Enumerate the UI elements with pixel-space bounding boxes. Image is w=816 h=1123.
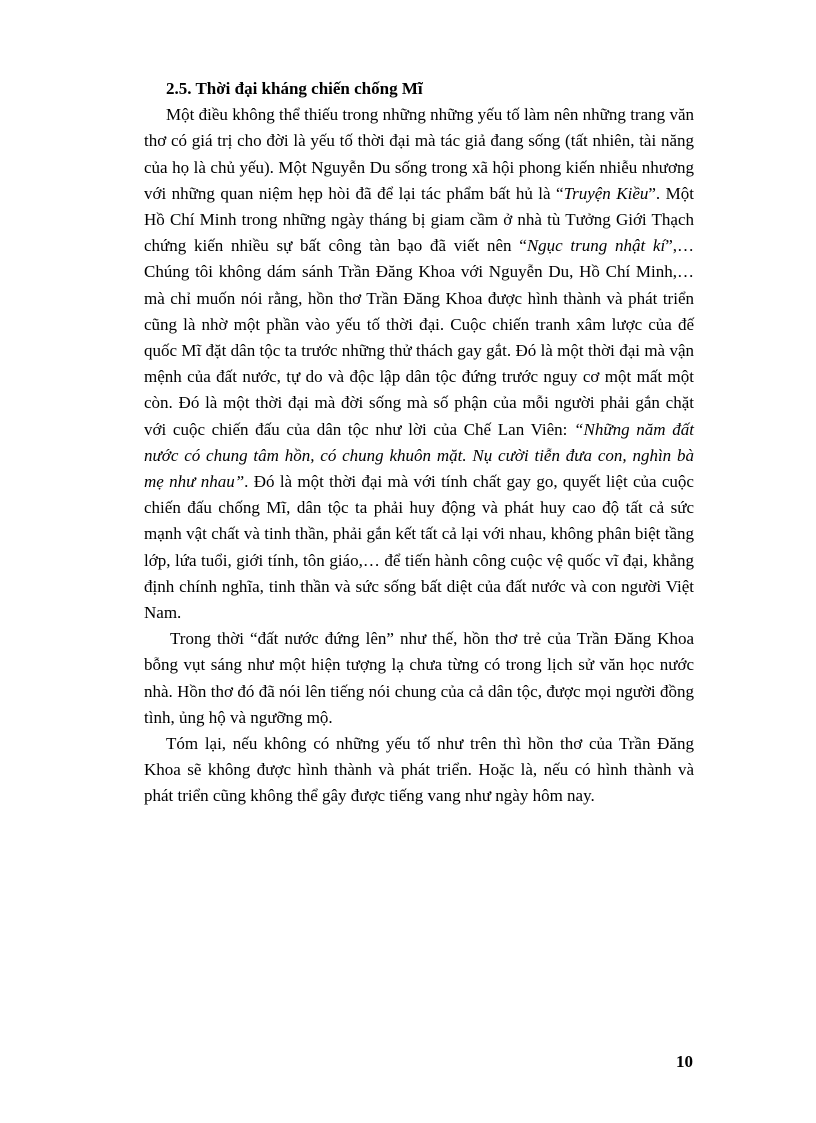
title-truyen-kieu: Truyện Kiều xyxy=(563,183,649,203)
paragraph-1 xyxy=(144,102,694,626)
paragraph-2: Trong thời “đất nước đứng lên” như thế, hồn thơ trẻ của Trần Đăng Khoa bỗng vụt sáng như một hiện tượng lạ chưa từng có trong lịch sử văn học nước nhà. Hồn thơ đó đã nói lên tiếng nói chung của cả dân tộc, được mọi người đồng tình, ủng hộ và ngưỡng mộ. xyxy=(144,629,694,727)
paragraph-3: Tóm lại, nếu không có những yếu tố như trên thì hồn thơ của Trần Đăng Khoa sẽ không được hình thành và phát triển. Hoặc là, nếu có hình thành và phát triển cũng không thể gây được tiếng vang như ngày hôm nay. xyxy=(144,734,694,806)
paragraph-1-text-4: . Đó là một thời đại mà với tính chất gay go, quyết liệt của cuộc chiến đấu chống Mĩ, dân tộc ta phải huy động và phát huy cao độ tất cả sức mạnh vật chất và tinh thần, phải gắn kết tất cả lại với nhau, không phân biệt tầng lớp, lứa tuổi, giới tính, tôn giáo,… để tiến hành công cuộc vệ quốc vĩ đại, khẳng định chính nghĩa, tinh thần và sức sống bất diệt của đất nước và con người Việt Nam. xyxy=(144,472,694,623)
section-body xyxy=(144,76,694,810)
title-nguc-trung-nhat-ki: Ngục trung nhật kí xyxy=(526,236,666,256)
section-heading: 2.5. Thời đại kháng chiến chống Mĩ xyxy=(166,79,423,98)
paragraph-1-text-1: Một điều không thể thiếu trong những những yếu tố làm nên những trang văn thơ có giá trị cho đời là yếu tố thời đại mà tác giả đang sống (tất nhiên, tài năng của họ là chủ yếu). Một Nguyễn Du sống trong xã hội phong kiến nhiễu nhương với những quan niệm hẹp hòi đã để lại tác phẩm bất hủ là “ xyxy=(144,105,694,203)
paragraph-1-text-2: ”. Một Hồ Chí Minh trong những ngày tháng bị giam cầm ở nhà tù Tưởng Giới Thạch chứng kiến nhiều sự bất công tàn bạo đã viết nên “ xyxy=(144,183,694,256)
page-number: 10 xyxy=(676,1052,693,1071)
paragraph-1-text-3: ”,… Chúng tôi không dám sánh Trần Đăng Khoa với Nguyễn Du, Hồ Chí Minh,… mà chỉ muốn nói rằng, hồn thơ Trần Đăng Khoa được hình thành và phát triển cũng là nhờ một phần vào yếu tố thời đại. Cuộc chiến tranh xâm lược của đế quốc Mĩ đặt dân tộc ta trước những thử thách gay gắt. Đó là một thời đại mà vận mệnh của đất nước, tự do và độc lập dân tộc đứng trước nguy cơ một mất một còn. Đó là một thời đại mà đời sống mà số phận của mỗi người phải gắn chặt với cuộc chiến đấu của dân tộc như lời của Chế Lan Viên: xyxy=(144,236,695,439)
quote-che-lan-vien: “Những năm đất nước có chung tâm hồn, có chung khuôn mặt. Nụ cười tiễn đưa con, nghìn bà mẹ như nhau” xyxy=(144,419,694,492)
